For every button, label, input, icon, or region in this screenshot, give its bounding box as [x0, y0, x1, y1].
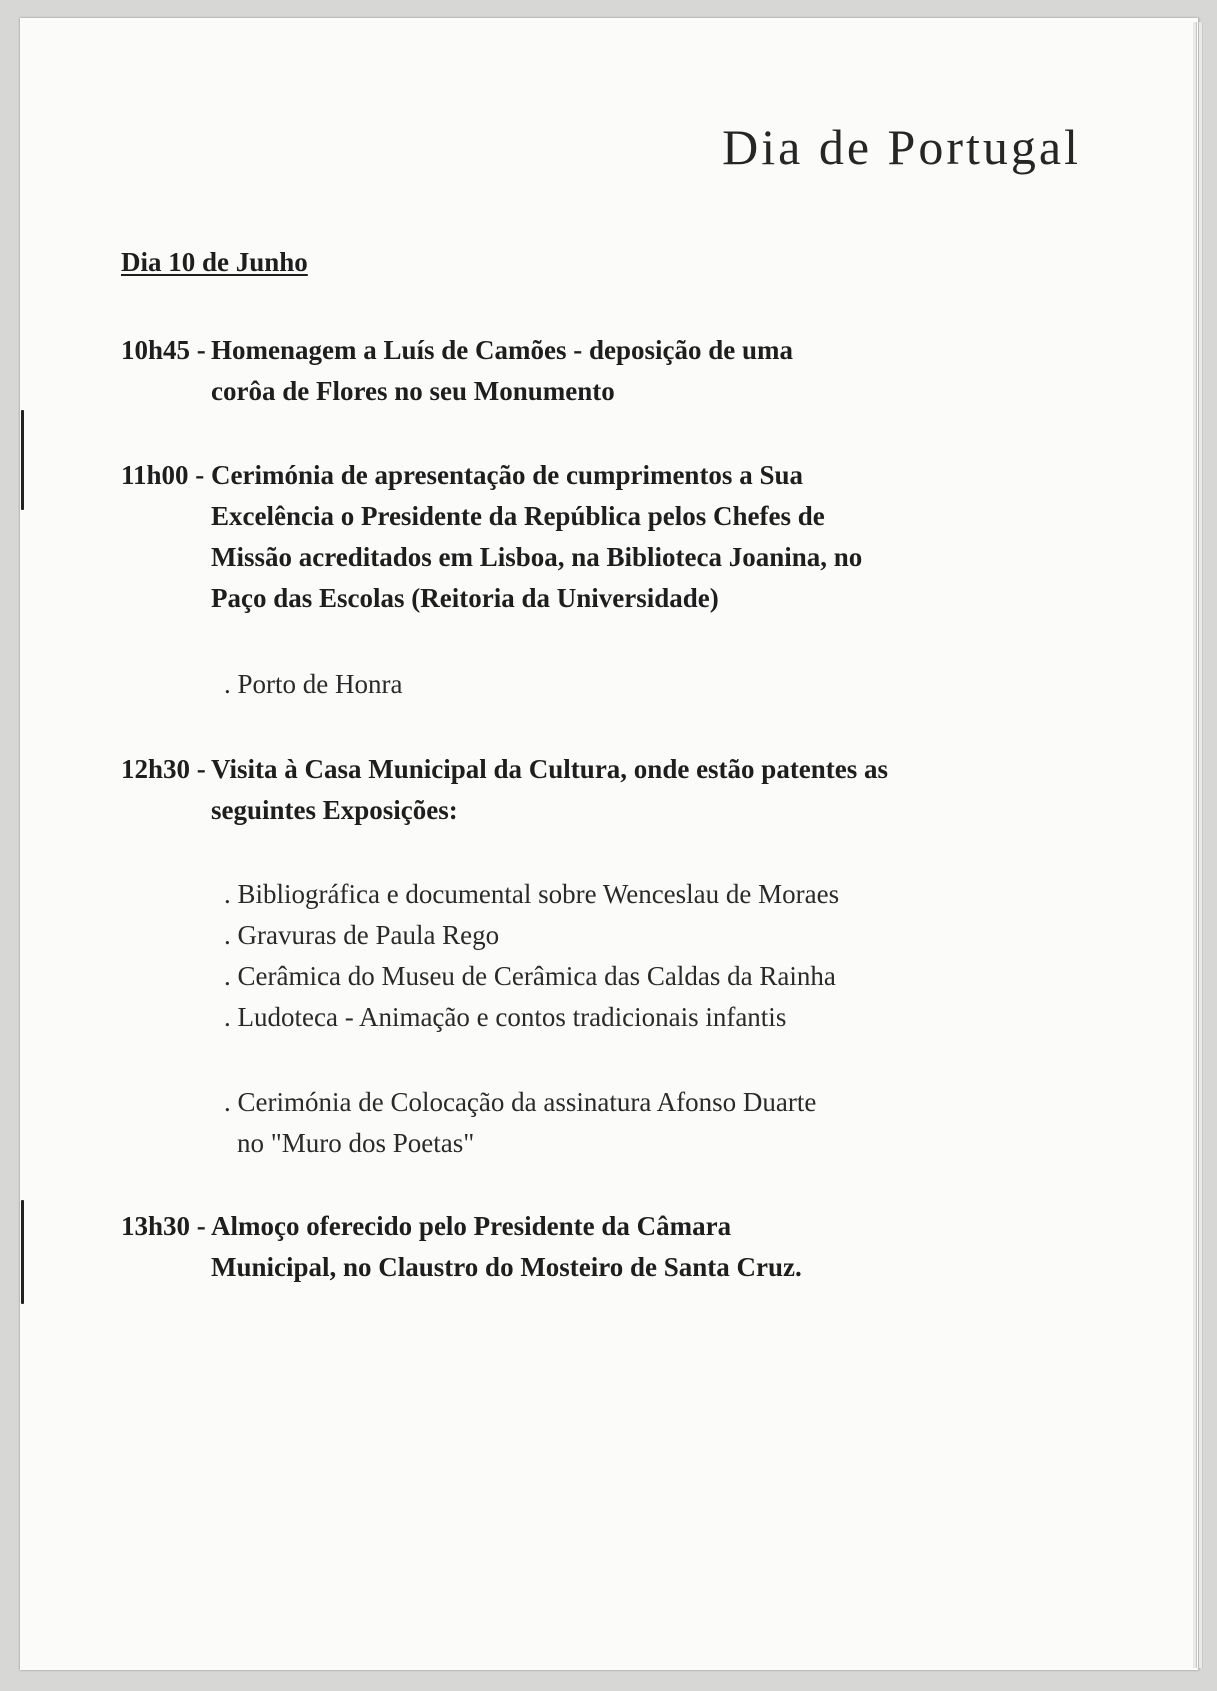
- entry-line: Cerimónia de apresentação de cumprimentos a Sua: [211, 460, 803, 490]
- staple: [21, 1200, 24, 1304]
- entry-description: [211, 1206, 1021, 1288]
- entry-line: Homenagem a Luís de Camões - deposição de uma: [211, 335, 793, 365]
- entry-line: Visita à Casa Municipal da Cultura, onde estão patentes as: [211, 754, 889, 784]
- sub-item: . Ludoteca - Animação e contos tradicionais infantis: [224, 1002, 787, 1032]
- sub-item: . Cerâmica do Museu de Cerâmica das Caldas da Rainha: [224, 961, 836, 991]
- entry-time: 10h45 -: [121, 335, 206, 365]
- entry-line: Missão acreditados em Lisboa, na Biblioteca Joanina, no: [211, 542, 863, 572]
- entry-line: Almoço oferecido pelo Presidente da Câmara: [211, 1211, 732, 1241]
- entry-time: 12h30 -: [121, 754, 206, 784]
- page-edge: [1199, 22, 1203, 1668]
- sub-item: no "Muro dos Poetas": [237, 1128, 475, 1158]
- entry-line: corôa de Flores no seu Monumento: [211, 376, 615, 406]
- entry-time: 11h00 -: [121, 460, 205, 490]
- page-edge: [1193, 22, 1197, 1668]
- staple: [21, 410, 24, 510]
- sub-item-list: [224, 664, 402, 705]
- sub-item: . Gravuras de Paula Rego: [224, 920, 500, 950]
- sub-item-list: [224, 874, 839, 1038]
- entry-description: [211, 455, 1021, 619]
- entry-line: Municipal, no Claustro do Mosteiro de Santa Cruz.: [211, 1252, 802, 1282]
- sub-item-list: [224, 1082, 816, 1164]
- date-heading: Dia 10 de Junho: [121, 247, 308, 277]
- entry-description: [211, 749, 1021, 831]
- entry-description: [211, 330, 1021, 412]
- page-title: Dia de Portugal: [722, 119, 1081, 175]
- entry-line: Paço das Escolas (Reitoria da Universidade): [211, 583, 719, 613]
- sub-item: . Porto de Honra: [224, 669, 403, 699]
- sub-item: . Bibliográfica e documental sobre Wenceslau de Moraes: [224, 879, 840, 909]
- entry-time: 13h30 -: [121, 1211, 206, 1241]
- entry-line: Excelência o Presidente da República pelos Chefes de: [211, 501, 825, 531]
- entry-line: seguintes Exposições:: [211, 795, 458, 825]
- sub-item: . Cerimónia de Colocação da assinatura Afonso Duarte: [224, 1087, 817, 1117]
